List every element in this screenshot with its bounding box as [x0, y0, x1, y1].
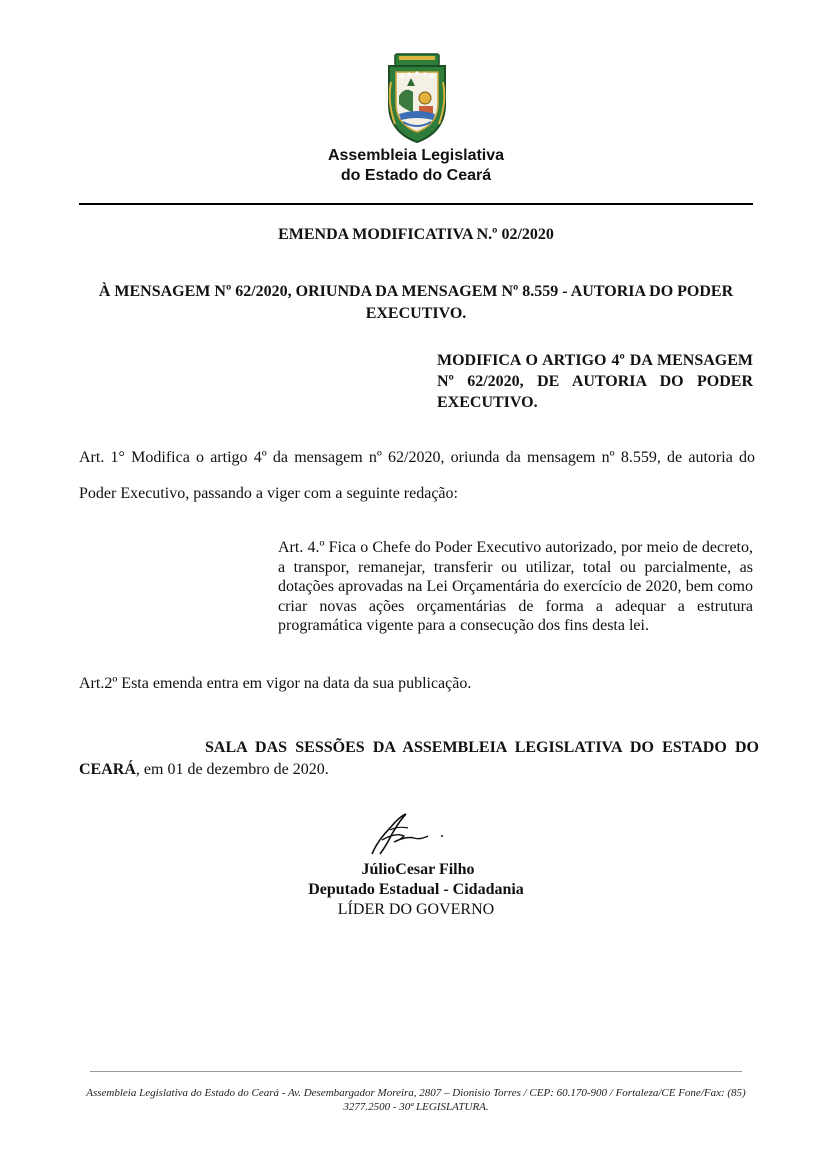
quoted-article-4: Art. 4.º Fica o Chefe do Poder Executivo autorizado, por meio de decreto, a transpor, remanejar, transferir ou utilizar, total ou parcialmente, as dotações aprovadas na Lei Orçamentária do exercício de 2020, bem como criar novas ações orçamentárias de forma a adequar a estrutura programática vigente para a consecução dos fins desta lei. [278, 539, 753, 634]
footer-divider [90, 1071, 742, 1072]
ceara-coat-of-arms-icon [383, 52, 451, 144]
document-title: EMENDA MODIFICATIVA N.º 02/2020 [278, 226, 554, 243]
footer-line2: 3277.2500 - 30ª LEGISLATURA. [343, 1101, 489, 1113]
footer-address [80, 1086, 752, 1114]
article-2-paragraph: Art.2º Esta emenda entra em vigor na data da sua publicação. [79, 675, 472, 692]
signatory-name: JúlioCesar Filho [361, 861, 475, 878]
closing-statement [79, 737, 759, 781]
article-1-paragraph: Art. 1° Modifica o artigo 4º da mensagem nº 62/2020, oriunda da mensagem nº 8.559, de autoria do Poder Executivo, passando a viger com a seguinte redação: [79, 449, 755, 502]
handwritten-signature-icon [360, 810, 450, 858]
document-subject: À MENSAGEM Nº 62/2020, ORIUNDA DA MENSAGEM Nº 8.559 - AUTORIA DO PODER EXECUTIVO. [98, 283, 734, 322]
signatory-position: LÍDER DO GOVERNO [337, 901, 495, 918]
signatory-role: Deputado Estadual - Cidadania [308, 881, 524, 898]
organization-name-line2: do Estado do Ceará [340, 167, 492, 184]
header-divider [79, 203, 753, 205]
footer-line1: Assembleia Legislativa do Estado do Ceará - Av. Desembargador Moreira, 2807 – Dionisio Torres / CEP: 60.170-900 / Fortaleza/CE Fone/Fax: (85) [86, 1087, 746, 1099]
ementa-summary: MODIFICA O ARTIGO 4º DA MENSAGEM Nº 62/2020, DE AUTORIA DO PODER EXECUTIVO. [437, 352, 753, 411]
closing-session-hall: SALA DAS SESSÕES DA ASSEMBLEIA LEGISLATIVA DO ESTADO DO CEARÁ [79, 739, 759, 778]
closing-date: , em 01 de dezembro de 2020. [135, 761, 329, 778]
organization-name-line1: Assembleia Legislativa [327, 147, 505, 164]
